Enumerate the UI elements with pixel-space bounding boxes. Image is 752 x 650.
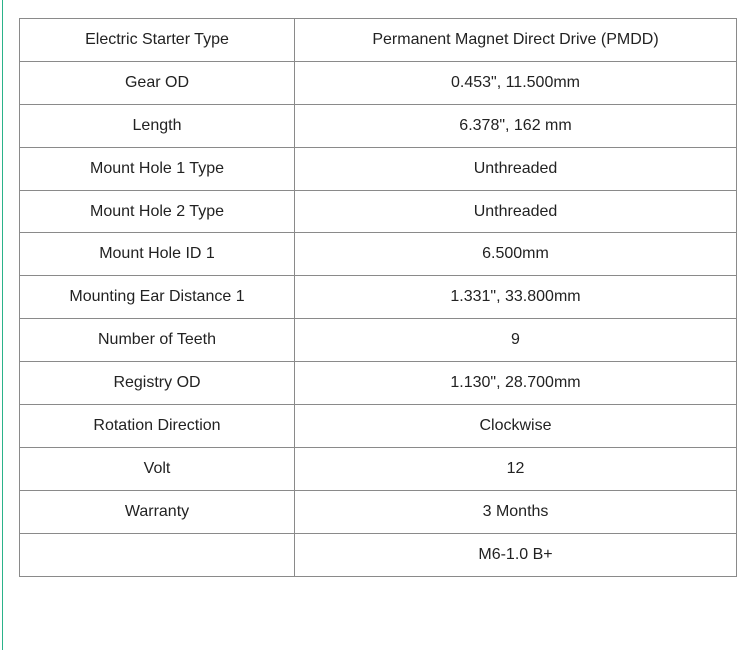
spec-label: Rotation Direction xyxy=(20,405,295,448)
specifications-table xyxy=(19,18,737,577)
spec-label xyxy=(20,533,295,576)
spec-label: Registry OD xyxy=(20,362,295,405)
spec-value: 1.130", 28.700mm xyxy=(295,362,737,405)
table-row xyxy=(20,233,737,276)
left-border-rule xyxy=(2,0,3,650)
spec-value: Clockwise xyxy=(295,405,737,448)
spec-label: Mount Hole 1 Type xyxy=(20,147,295,190)
spec-label: Gear OD xyxy=(20,61,295,104)
table-row xyxy=(20,405,737,448)
spec-value: Unthreaded xyxy=(295,190,737,233)
table-row xyxy=(20,19,737,62)
spec-label: Warranty xyxy=(20,490,295,533)
spec-label: Mount Hole 2 Type xyxy=(20,190,295,233)
spec-label: Volt xyxy=(20,447,295,490)
table-row xyxy=(20,147,737,190)
spec-value: 9 xyxy=(295,319,737,362)
spec-label: Mount Hole ID 1 xyxy=(20,233,295,276)
spec-value: M6-1.0 B+ xyxy=(295,533,737,576)
spec-value: Unthreaded xyxy=(295,147,737,190)
spec-value: Permanent Magnet Direct Drive (PMDD) xyxy=(295,19,737,62)
spec-value: 1.331", 33.800mm xyxy=(295,276,737,319)
table-row xyxy=(20,104,737,147)
spec-label: Mounting Ear Distance 1 xyxy=(20,276,295,319)
table-row xyxy=(20,533,737,576)
table-row xyxy=(20,190,737,233)
table-row xyxy=(20,362,737,405)
spec-label: Electric Starter Type xyxy=(20,19,295,62)
spec-value: 3 Months xyxy=(295,490,737,533)
table-row xyxy=(20,490,737,533)
spec-value: 12 xyxy=(295,447,737,490)
spec-label: Length xyxy=(20,104,295,147)
table-row xyxy=(20,61,737,104)
table-row xyxy=(20,319,737,362)
spec-value: 6.500mm xyxy=(295,233,737,276)
spec-value: 0.453", 11.500mm xyxy=(295,61,737,104)
table-row xyxy=(20,447,737,490)
table-row xyxy=(20,276,737,319)
spec-value: 6.378", 162 mm xyxy=(295,104,737,147)
spec-label: Number of Teeth xyxy=(20,319,295,362)
